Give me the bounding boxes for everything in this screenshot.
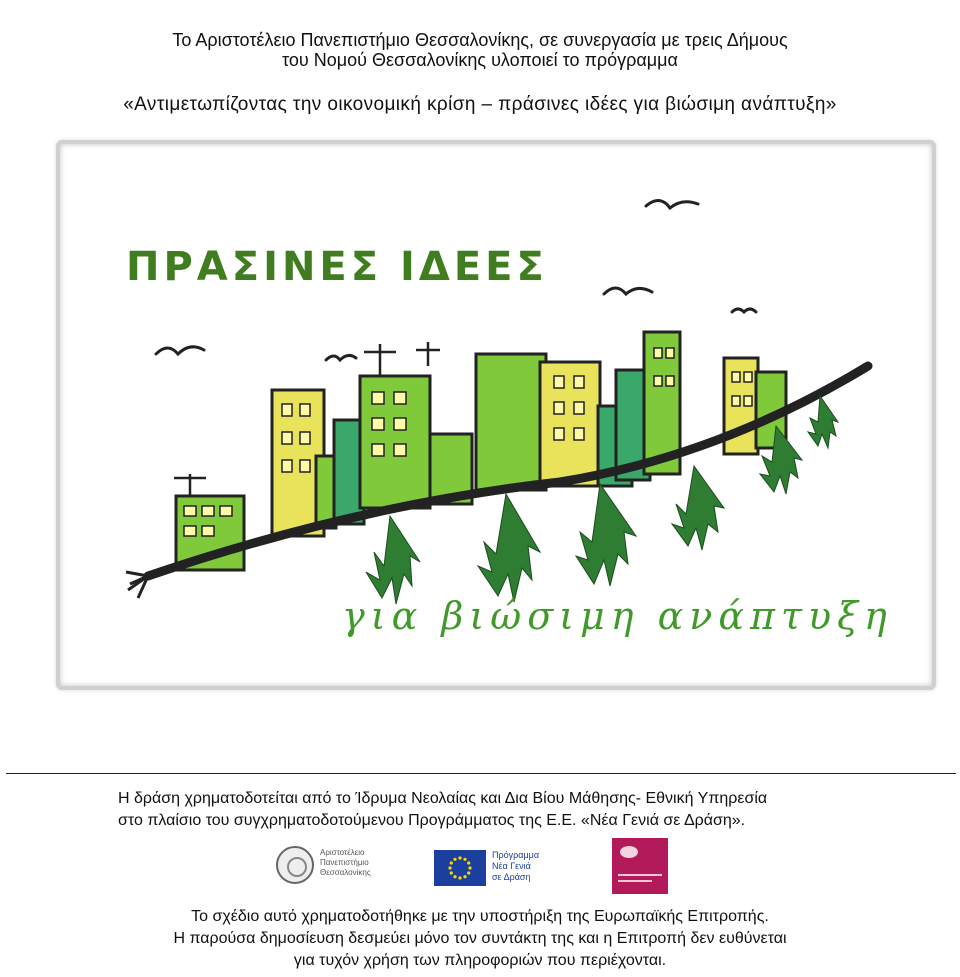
fern-leaf <box>478 494 540 602</box>
roots <box>126 572 148 598</box>
bird-icon <box>732 309 756 312</box>
fern-leaf <box>808 396 838 448</box>
building <box>476 354 546 490</box>
disclaimer-line-1: Το σχέδιο αυτό χρηματοδοτήθηκε με την υποστήριξη της Ευρωπαϊκής Επιτροπής. <box>191 908 769 925</box>
program-title: «Αντιμετωπίζοντας την οικονομική κρίση – πράσινες ιδέες για βιώσιμη ανάπτυξη» <box>123 94 837 115</box>
divider <box>6 773 956 774</box>
eu-flag-icon <box>434 850 486 886</box>
inedivim-mark-icon <box>620 846 638 858</box>
bird-icon <box>646 200 698 208</box>
intro-line-1: Το Αριστοτέλειο Πανεπιστήμιο Θεσσαλονίκης, σε συνεργασία με τρεις Δήμους <box>172 30 788 50</box>
logo-title: ΠΡΑΣΙΝΕΣ ΙΔΕΕΣ <box>126 244 548 290</box>
eu-program-text: Πρόγραμμα Νέα Γενιά σε Δράση <box>492 850 540 882</box>
disclaimer-text <box>0 906 960 972</box>
sponsor-logos <box>0 836 960 898</box>
intro-line-2: του Νομού Θεσσαλονίκης υλοποιεί το πρόγραμμα <box>282 50 678 70</box>
auth-logo <box>276 844 386 888</box>
auth-logo-text: Αριστοτέλειο Πανεπιστήμιο Θεσσαλονίκης <box>320 848 371 877</box>
disclaimer-line-2: Η παρούσα δημοσίευση δεσμεύει μόνο τον συντάκτη της και η Επιτροπή δεν ευθύνεται <box>173 930 787 947</box>
intro-text <box>0 30 960 70</box>
auth-seal-icon <box>276 846 314 884</box>
bird-icon <box>156 347 204 354</box>
disclaimer-line-3: για τυχόν χρήση των πληροφοριών που περιέχονται. <box>293 952 667 969</box>
bird-icon <box>326 355 356 360</box>
building <box>540 362 600 486</box>
slogan: για βιώσιμη ανάπτυξη <box>342 594 893 638</box>
poster-frame <box>56 140 936 690</box>
fern-leaf <box>576 484 636 586</box>
inedivim-logo <box>612 838 668 894</box>
fern-leaf <box>672 466 724 550</box>
fern-leaf <box>366 516 420 604</box>
bird-icon <box>604 288 652 294</box>
funding-text <box>118 788 938 832</box>
funding-line-2: στο πλαίσιο του συγχρηματοδοτούμενου Προγράμματος της Ε.Ε. «Νέα Γενιά σε Δράση». <box>118 812 746 829</box>
funding-line-1: Η δράση χρηματοδοτείται από το Ίδρυμα Νεολαίας και Δια Βίου Μάθησης- Εθνική Υπηρεσία <box>118 790 768 807</box>
